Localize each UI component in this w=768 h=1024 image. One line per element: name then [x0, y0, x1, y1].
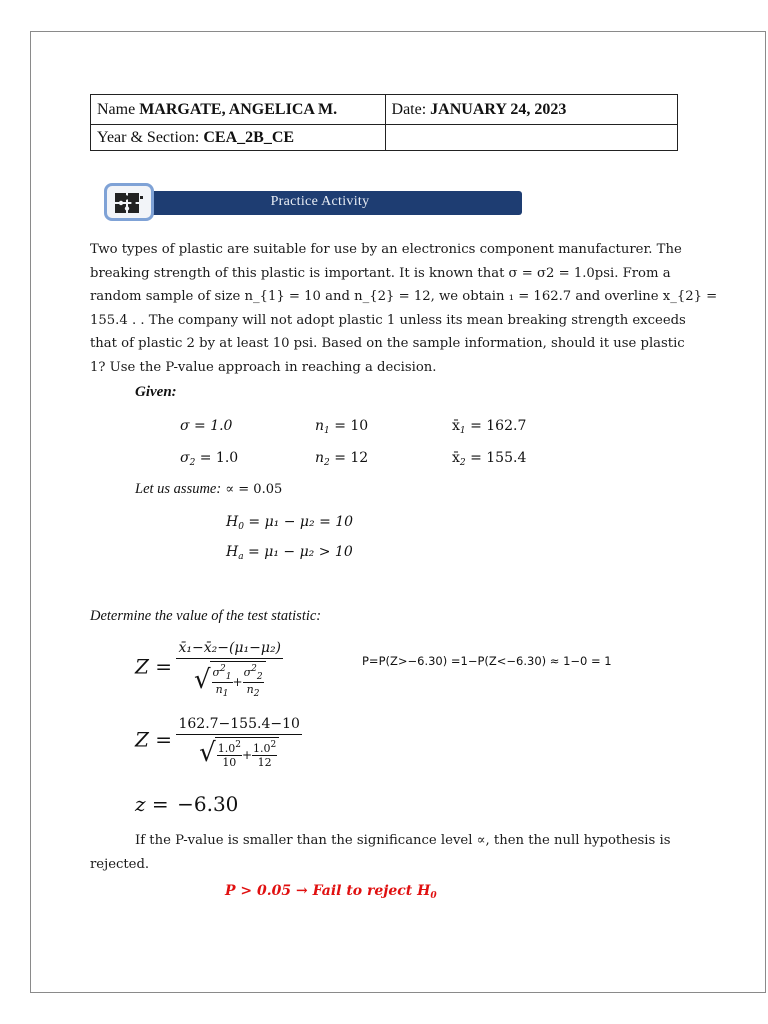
sigma2-number: = 1.0	[195, 450, 239, 466]
z-fraction	[176, 640, 283, 699]
sigma2-value: $\sigma_2 = 1.0$	[180, 450, 239, 468]
conclusion: P > 0.05 → Fail to reject $H_0$	[225, 883, 437, 901]
x1-number: = 162.7	[465, 418, 527, 434]
decision-line: If the P-value is smaller than the significance level ∝, then the null hypothesis is	[135, 833, 671, 848]
n1-value: $n_1 = 10$	[315, 418, 369, 436]
assume-label: Let us assume:	[135, 481, 222, 497]
problem-line: random sample of size n_{1} = 10 and n_{2} = 12, we obtain ₁ = 162.7 and overline x_{2} =	[90, 289, 718, 305]
puzzle-icon	[104, 183, 154, 221]
z-numerator: x̄₁−x̄₂−(μ₁−μ₂)	[176, 640, 283, 659]
section-label: Year & Section:	[97, 128, 200, 146]
x2-number: = 155.4	[465, 450, 527, 466]
z-result	[135, 792, 238, 816]
empty-cell	[385, 125, 677, 151]
date-label: Date:	[391, 100, 427, 118]
z-result-label: z =	[135, 792, 169, 816]
section-cell	[91, 125, 386, 151]
problem-line: 1? Use the P-value approach in reaching a decision.	[90, 359, 437, 375]
problem-line: 155.4 . . The company will not adopt plastic 1 unless its mean breaking strength exceeds	[90, 312, 686, 328]
student-info-table	[90, 94, 678, 151]
practice-activity-banner	[118, 191, 522, 215]
banner-title: Practice Activity	[270, 194, 370, 209]
name-label: Name	[97, 100, 136, 118]
n1-number: = 10	[329, 418, 369, 434]
problem-statement	[90, 238, 718, 380]
x1-symbol: x̄	[452, 418, 460, 434]
null-hypothesis: $H_0 = \mu_1 - \mu_2 = 10$	[226, 514, 354, 532]
problem-line: Two types of plastic are suitable for use by an electronics component manufacturer. The	[90, 242, 682, 257]
x1-value: $x̄_1 = 162.7$	[452, 418, 527, 436]
z-numeric-fraction	[176, 716, 301, 769]
decision-line: rejected.	[90, 856, 150, 872]
z-label: Z =	[135, 654, 173, 679]
given-label: Given:	[135, 384, 177, 400]
ha-expression: = μ₁ − μ₂ > 10	[243, 544, 353, 560]
assumption	[135, 481, 282, 498]
test-statistic-heading: Determine the value of the test statistic:	[90, 608, 322, 624]
n2-value: $n_2 = 12$	[315, 450, 369, 468]
alternative-hypothesis: $H_a = \mu_1 - \mu_2 > 10$	[226, 544, 353, 562]
n2-number: = 12	[329, 450, 369, 466]
conclusion-text: P > 0.05 → Fail to reject H	[225, 883, 431, 899]
z-numeric-denominator: √ $\frac{1.0^2}{10}$ + $\frac{1.0^2}{12}$	[176, 735, 301, 769]
sigma2-symbol: σ	[180, 450, 190, 466]
x2-symbol: x̄	[452, 450, 460, 466]
z-result-value: −6.30	[177, 792, 239, 816]
z-label: Z =	[135, 727, 173, 752]
name-cell	[91, 95, 386, 125]
problem-line: breaking strength of this plastic is important. It is known that σ = σ2 = 1.0psi. From a	[90, 265, 671, 281]
z-numeric-numerator: 162.7−155.4−10	[176, 716, 301, 735]
name-value: MARGATE, ANGELICA M.	[139, 100, 338, 118]
x2-value: $x̄_2 = 155.4$	[452, 450, 527, 468]
decision-rule	[90, 829, 686, 876]
z-denominator: √ $\frac{\sigma^2_1}{n_1}$ + $\frac{\sigma^2_2}{n_2}$	[176, 659, 283, 699]
z-formula	[135, 640, 283, 699]
problem-line: that of plastic 2 by at least 10 psi. Based on the sample information, should it use plastic	[90, 336, 685, 352]
date-value: JANUARY 24, 2023	[430, 100, 567, 118]
n2-symbol: n	[315, 450, 325, 466]
n1-symbol: n	[315, 418, 325, 434]
date-cell	[385, 95, 677, 125]
h0-expression: = μ₁ − μ₂ = 10	[243, 514, 354, 530]
p-value-calculation: P=P(Z>−6.30) =1−P(Z<−6.30) ≈ 1−0 = 1	[362, 654, 612, 668]
section-value: CEA_2B_CE	[203, 128, 295, 146]
alpha-value: ∝ = 0.05	[225, 482, 283, 497]
z-numeric-formula	[135, 716, 302, 769]
sigma1-value: σ = 1.0	[180, 418, 233, 434]
